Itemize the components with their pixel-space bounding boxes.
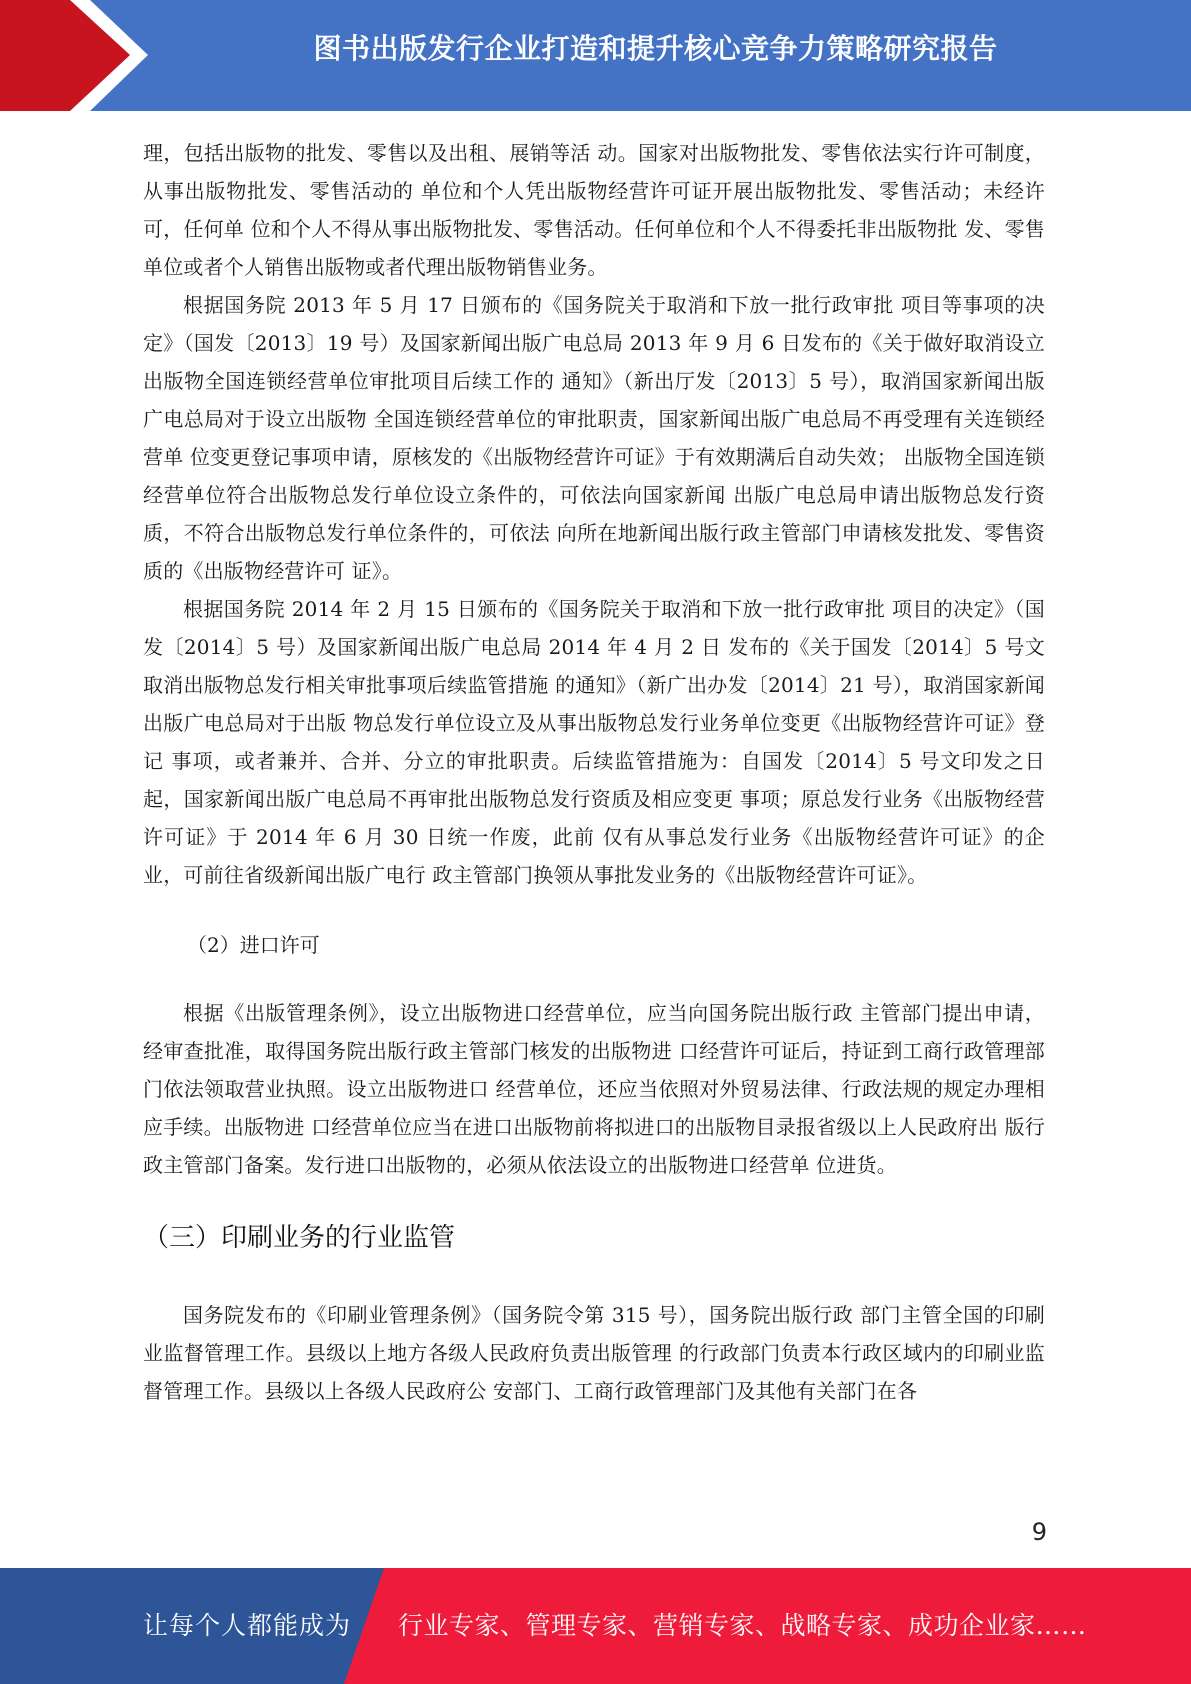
page-footer <box>0 1568 1191 1684</box>
paragraph-import-license: 根据《出版管理条例》，设立出版物进口经营单位，应当向国务院出版行政 主管部门提出申请，经审查批准，取得国务院出版行政主管部门核发的出版物进 口经营许可证后，持证到工商行政管理部门依法领取营业执照。设立出版物进口 经营单位，还应当依照对外贸易法律、行政法规的规定办理相应手续。出版物进 口经营单位应当在进口出版物前将拟进口的出版物目录报省级以上人民政府出 版行政主管部门备案。发行进口出版物的，必须从依法设立的出版物进口经营单 位进货。 <box>143 1001 1045 1177</box>
subheading-import-license: （2）进口许可 <box>187 933 320 957</box>
page-header <box>0 0 1191 111</box>
page-number: 9 <box>1031 1518 1047 1546</box>
paragraph-2014-decision: 根据国务院 2014 年 2 月 15 日颁布的《国务院关于取消和下放一批行政审批 项目的决定》（国发〔2014〕5 号）及国家新闻出版广电总局 2014 年 4 月 2 日 发布的《关于国发〔2014〕5 号文取消出版物总发行相关审批事项后续监管措施 的通知》（新广出办发〔2014〕21 号），取消国家新闻出版广电总局对于出版 物总发行单位设立及从事出版物总发行业务单位变更《出版物经营许可证》登记 事项，或者兼并、合并、分立的审批职责。后续监管措施为：自国发〔2014〕5 号文印发之日起，国家新闻出版广电总局不再审批出版物总发行资质及相应变更 事项；原总发行业务《出版物经营许可证》于 2014 年 6 月 30 日统一作废，此前 仅有从事总发行业务《出版物经营许可证》的企业，可前往省级新闻出版广电行 政主管部门换领从事批发业务的《出版物经营许可证》。 <box>143 597 1045 887</box>
footer-slogan-roles: 行业专家、管理专家、营销专家、战略专家、成功企业家…… <box>398 1611 1087 1640</box>
document-body <box>143 134 1045 1410</box>
header-title: 图书出版发行企业打造和提升核心竞争力策略研究报告 <box>313 32 998 65</box>
section-title-printing-regulation: （三）印刷业务的行业监管 <box>143 1223 456 1253</box>
paragraph-intro: 理，包括出版物的批发、零售以及出租、展销等活 动。国家对出版物批发、零售依法实行许可制度，从事出版物批发、零售活动的 单位和个人凭出版物经营许可证开展出版物批发、零售活动；未经许可，任何单 位和个人不得从事出版物批发、零售活动。任何单位和个人不得委托非出版物批 发、零售单位或者个人销售出版物或者代理出版物销售业务。 <box>143 141 1045 279</box>
paragraph-2013-decision: 根据国务院 2013 年 5 月 17 日颁布的《国务院关于取消和下放一批行政审批 项目等事项的决定》（国发〔2013〕19 号）及国家新闻出版广电总局 2013 年 9 月 6 日发布的《关于做好取消设立出版物全国连锁经营单位审批项目后续工作的 通知》（新出厅发〔2013〕5 号），取消国家新闻出版广电总局对于设立出版物 全国连锁经营单位的审批职责，国家新闻出版广电总局不再受理有关连锁经营单 位变更登记事项申请，原核发的《出版物经营许可证》于有效期满后自动失效； 出版物全国连锁经营单位符合出版物总发行单位设立条件的，可依法向国家新闻 出版广电总局申请出版物总发行资质，不符合出版物总发行单位条件的，可依法 向所在地新闻出版行政主管部门申请核发批发、零售资质的《出版物经营许可 证》。 <box>143 293 1045 583</box>
header-red-arrow <box>0 0 130 111</box>
paragraph-printing-regulation: 国务院发布的《印刷业管理条例》（国务院令第 315 号），国务院出版行政 部门主管全国的印刷业监督管理工作。县级以上地方各级人民政府负责出版管理 的行政部门负责本行政区域内的印刷业监督管理工作。县级以上各级人民政府公 安部门、工商行政管理部门及其他有关部门在各 <box>143 1303 1045 1403</box>
footer-slogan-lead: 让每个人都能成为 <box>143 1611 352 1640</box>
